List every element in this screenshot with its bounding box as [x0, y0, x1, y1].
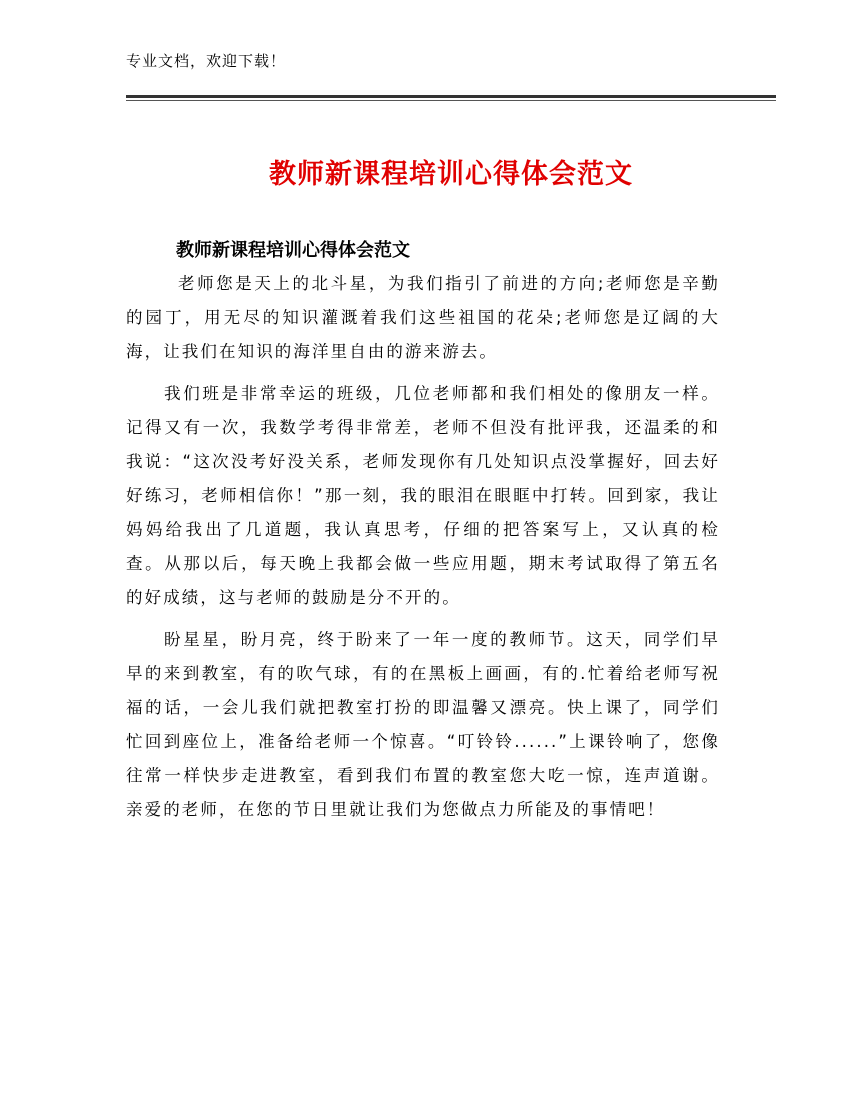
header-rule-thick [126, 95, 776, 98]
paragraph-1: 老师您是天上的北斗星，为我们指引了前进的方向;老师您是辛勤的园丁，用无尽的知识灌溉着我们这些祖国的花朵;老师您是辽阔的大海，让我们在知识的海洋里自由的游来游去。 [126, 274, 720, 361]
document-body [126, 267, 720, 835]
header-note: 专业文档，欢迎下载！ [126, 52, 287, 70]
document-title: 教师新课程培训心得体会范文 [269, 159, 633, 190]
paragraph-3: 盼星星，盼月亮，终于盼来了一年一度的教师节。这天，同学们早早的来到教室，有的吹气球，有的在黑板上画画，有的.忙着给老师写祝福的话，一会儿我们就把教室打扮的即温馨又漂亮。快上课了，同学们忙回到座位上，准备给老师一个惊喜。“叮铃铃......”上课铃响了，您像往常一样快步走进教室，看到我们布置的教室您大吃一惊，连声道谢。亲爱的老师，在您的节日里就让我们为您做点力所能及的事情吧！ [126, 630, 720, 819]
header-rule-thin [126, 100, 776, 101]
document-subtitle: 教师新课程培训心得体会范文 [176, 240, 410, 261]
paragraph-2: 我们班是非常幸运的班级，几位老师都和我们相处的像朋友一样。记得又有一次，我数学考得非常差，老师不但没有批评我，还温柔的和我说：“这次没考好没关系，老师发现你有几处知识点没掌握好，回去好好练习，老师相信你！”那一刻，我的眼泪在眼眶中打转。回到家，我让妈妈给我出了几道题，我认真思考，仔细的把答案写上，又认真的检查。从那以后，每天晚上我都会做一些应用题，期末考试取得了第五名的好成绩，这与老师的鼓励是分不开的。 [126, 384, 720, 607]
